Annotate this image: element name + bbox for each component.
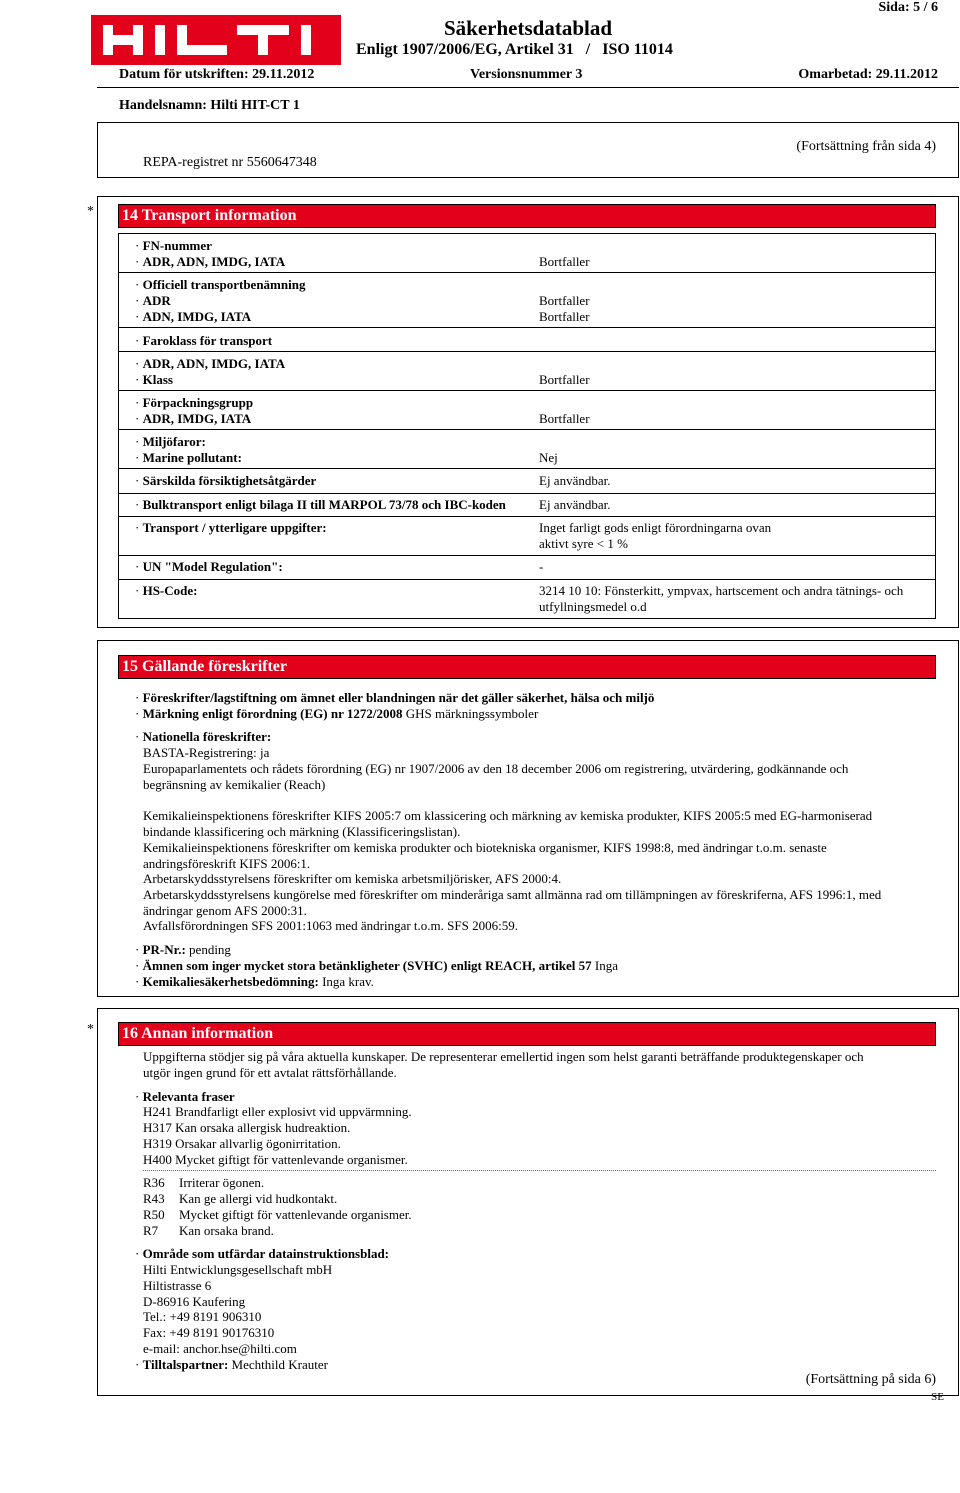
revised-date: Omarbetad: 29.11.2012 — [798, 67, 938, 82]
svhc-rest: Inga — [591, 958, 619, 973]
pack-label: · Förpackningsgrupp — [135, 395, 253, 411]
continued-to: (Fortsättning på sida 6) — [805, 1372, 936, 1387]
relevant-phrases-heading: · Relevanta fraser — [135, 1089, 235, 1105]
national-p2: Europaparlamentets och rådets förordning (EG) nr 1907/2006 av den 18 december 2006 om registrering, utvärdering, godkännande och — [143, 761, 849, 776]
issuer-heading: · Område som utfärdar datainstruktionsblad: — [135, 1246, 389, 1262]
trade-name: Handelsnamn: Hilti HIT-CT 1 — [119, 98, 300, 113]
row-divider — [118, 390, 936, 391]
section-16-title: 16 Annan information — [118, 1022, 936, 1046]
row-divider — [118, 493, 936, 494]
contact-bold: Tilltalspartner: — [142, 1357, 229, 1372]
version-number: Versionsnummer 3 — [470, 67, 583, 82]
doc-subtitle: Enligt 1907/2006/EG, Artikel 31 / ISO 11014 — [356, 41, 673, 58]
extra-value-2: aktivt syre < 1 % — [539, 536, 628, 551]
national-p7: andringsföreskrift KIFS 2006:1. — [143, 856, 311, 871]
fn-label: · FN-nummer — [135, 238, 212, 254]
svhc-bold: Ämnen som inger mycket stora betänkligheter (SVHC) enligt REACH, artikel 57 — [142, 958, 592, 973]
national-p1: BASTA-Registrering: ja — [143, 745, 270, 760]
issuer-line: Fax: +49 8191 90176310 — [143, 1325, 275, 1340]
header-divider — [97, 87, 959, 88]
disclaimer-p2: utgör ingen grund för ett avtalat rättsförhållande. — [143, 1065, 397, 1080]
row-divider — [118, 351, 936, 352]
row-divider — [118, 516, 936, 517]
bulk-label: · Bulktransport enligt bilaga II till MARPOL 73/78 och IBC-koden — [135, 497, 506, 513]
national-p8: Arbetarskyddsstyrelsens föreskrifter om kemiska arbetsmiljörisker, AFS 2000:4. — [143, 871, 562, 886]
class-value: Bortfaller — [539, 372, 590, 387]
pr-bold: PR-Nr.: — [142, 942, 186, 957]
hs-label: · HS-Code: — [135, 583, 197, 599]
hs-value-1: 3214 10 10: Fönsterkitt, ympvax, hartscement och andra tätnings- och — [539, 583, 904, 598]
env-value: Nej — [539, 450, 558, 465]
issuer-line: D-86916 Kaufering — [143, 1294, 246, 1309]
national-p11: Avfallsförordningen SFS 2001:1063 med ändringar t.o.m. SFS 2006:59. — [143, 918, 518, 933]
row-divider — [118, 429, 936, 430]
national-p5: bindande klassificering och märkning (Klassificeringslistan). — [143, 824, 461, 839]
env-label: · Miljöfaror: — [135, 434, 206, 450]
r-text: Kan ge allergi vid hudkontakt. — [179, 1191, 338, 1206]
special-label: · Särskilda försiktighetsåtgärder — [135, 473, 316, 489]
section-14-title: 14 Transport information — [118, 204, 936, 228]
un-value: - — [539, 559, 544, 574]
contact-line — [135, 1357, 328, 1373]
row-divider — [118, 272, 936, 273]
doc-title: Säkerhetsdatablad — [444, 16, 613, 40]
national-heading: · Nationella föreskrifter: — [135, 729, 271, 745]
fn-sub: · ADR, ADN, IMDG, IATA — [135, 254, 285, 270]
ksb-bold: Kemikaliesäkerhetsbedömning: — [142, 974, 319, 989]
extra-value-1: Inget farligt gods enligt förordningarna ovan — [539, 520, 772, 535]
issuer-line: Hilti Entwicklungsgesellschaft mbH — [143, 1262, 333, 1277]
ksb-rest: Inga krav. — [318, 974, 374, 989]
continued-from: (Fortsättning från sida 4) — [796, 139, 936, 154]
labelling-line — [135, 706, 538, 722]
national-p9: Arbetarskyddsstyrelsens kungörelse med föreskrifter om minderåriga samt allmänna rad om tillämpningen av föreskriferna, AFS 1996:1, med — [143, 887, 882, 902]
hs-value-2: utfyllningsmedel o.d — [539, 599, 647, 614]
r-text: Kan orsaka brand. — [179, 1223, 274, 1238]
h-phrase: H241 Brandfarligt eller explosivt vid uppvärmning. — [143, 1104, 412, 1119]
svhc-line — [135, 958, 618, 974]
pr-rest: pending — [185, 942, 231, 957]
row-divider — [118, 579, 936, 580]
row-divider — [118, 327, 936, 328]
bulk-value: Ej användbar. — [539, 497, 611, 512]
change-marker: * — [87, 1022, 94, 1037]
name-label: · Officiell transportbenämning — [135, 277, 305, 293]
issuer-line: Hiltistrasse 6 — [143, 1278, 212, 1293]
pr-line — [135, 942, 231, 958]
hilti-logo-icon — [91, 15, 341, 65]
row-divider — [118, 468, 936, 469]
class-sub: · ADR, ADN, IMDG, IATA — [135, 356, 285, 372]
ksb-line — [135, 974, 374, 990]
national-p6: Kemikalieinspektionens föreskrifter om kemiska produkter och biotekniska organismer, KIFS 1998:8, med ändringar t.o.m. senaste — [143, 840, 827, 855]
pack-sub: · ADR, IMDG, IATA — [135, 411, 251, 427]
change-marker: * — [87, 204, 94, 219]
page-number: Sida: 5 / 6 — [878, 0, 938, 15]
repa-number: REPA-registret nr 5560647348 — [143, 155, 317, 170]
r-code: R50 — [143, 1207, 165, 1222]
h-phrase: H317 Kan orsaka allergisk hudreaktion. — [143, 1120, 351, 1135]
language-code: SE — [931, 1391, 944, 1403]
fn-value: Bortfaller — [539, 254, 590, 269]
extra-label: · Transport / ytterligare uppgifter: — [135, 520, 327, 536]
labelling-rest: GHS märkningssymboler — [402, 706, 539, 721]
regulations-heading: · Föreskrifter/lagstiftning om ämnet eller blandningen när det gäller säkerhet, hälsa och miljö — [135, 690, 654, 706]
issuer-line: Tel.: +49 8191 906310 — [143, 1309, 262, 1324]
class-klass: · Klass — [135, 372, 173, 388]
h-phrase: H319 Orsakar allvarlig ögonirritation. — [143, 1136, 341, 1151]
print-date: Datum för utskriften: 29.11.2012 — [119, 67, 315, 82]
un-label: · UN "Model Regulation": — [135, 559, 283, 575]
row-divider — [118, 555, 936, 556]
labelling-bold: Märkning enligt förordning (EG) nr 1272/2008 — [142, 706, 403, 721]
r-code: R43 — [143, 1191, 165, 1206]
issuer-email: e-mail: anchor.hse@hilti.com — [143, 1341, 297, 1356]
r-text: Mycket giftigt för vattenlevande organismer. — [179, 1207, 412, 1222]
national-p4: Kemikalieinspektionens föreskrifter KIFS 2005:7 om klassicering och märkning av kemiska produkter, KIFS 2005:5 med EG-harmoniserad — [143, 808, 873, 823]
disclaimer-p1: Uppgifterna stödjer sig på våra aktuella kunskaper. De representerar emellertid ingen som helst garanti beträffande produktegenskaper och — [143, 1049, 864, 1064]
name-adr: · ADR — [135, 293, 171, 309]
hilti-logo — [91, 15, 341, 65]
contact-rest: Mechthild Krauter — [228, 1357, 328, 1372]
r-code: R36 — [143, 1175, 165, 1190]
dotted-divider — [143, 1170, 936, 1171]
national-p3: begränsning av kemikalier (Reach) — [143, 777, 326, 792]
name-adn: · ADN, IMDG, IATA — [135, 309, 251, 325]
special-value: Ej användbar. — [539, 473, 611, 488]
h-phrase: H400 Mycket giftigt för vattenlevande organismer. — [143, 1152, 408, 1167]
national-p10: ändringar genom AFS 2000:31. — [143, 903, 307, 918]
r-code: R7 — [143, 1223, 159, 1238]
section-15-title: 15 Gällande föreskrifter — [118, 655, 936, 679]
name-adr-value: Bortfaller — [539, 293, 590, 308]
env-marine: · Marine pollutant: — [135, 450, 242, 466]
name-adn-value: Bortfaller — [539, 309, 590, 324]
pack-value: Bortfaller — [539, 411, 590, 426]
class-label: · Faroklass för transport — [135, 333, 272, 349]
r-text: Irriterar ögonen. — [179, 1175, 265, 1190]
